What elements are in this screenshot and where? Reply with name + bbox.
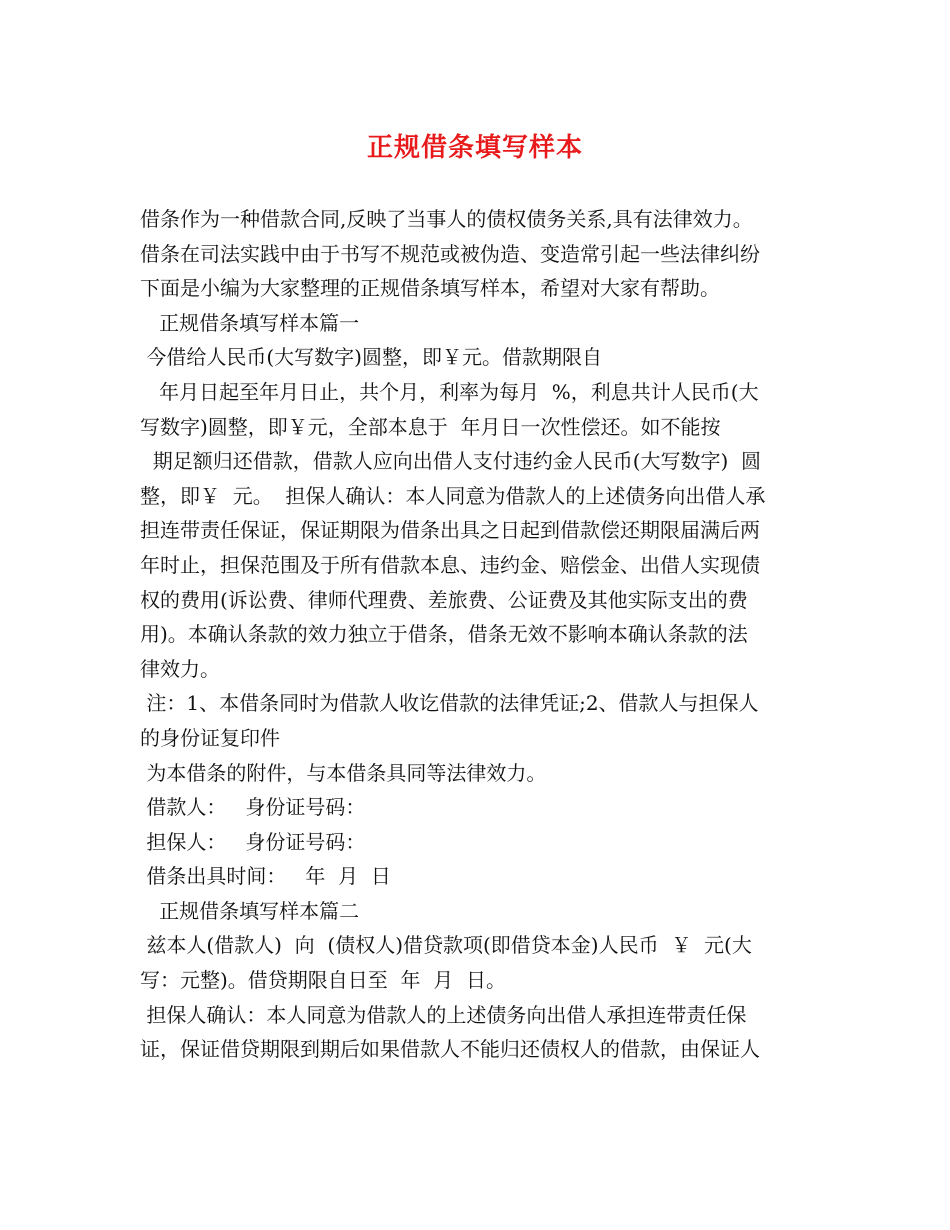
text-line: 写数字)圆整，即￥元，全部本息于 年月日一次性偿还。如不能按 (140, 414, 721, 439)
text-line: 担保人确认：本人同意为借款人的上述债务向出借人承担连带责任保 (140, 1002, 747, 1027)
text-line: 权的费用(诉讼费、律师代理费、差旅费、公证费及其他实际支出的费 (140, 587, 748, 612)
text-line: 年时止，担保范围及于所有借款本息、违约金、赔偿金、出借人实现债 (140, 552, 760, 577)
text-line: 证，保证借贷期限到期后如果借款人不能归还债权人的借款，由保证人 (140, 1037, 760, 1062)
text-line: 正规借条填写样本篇一 (140, 310, 360, 335)
text-line: 正规借条填写样本篇二 (140, 898, 360, 923)
text-line: 借条作为一种借款合同,反映了当事人的债权债务关系,具有法律效力。 (140, 207, 753, 231)
text-line: 今借给人民币(大写数字)圆整，即￥元。借款期限自 (140, 345, 602, 370)
document-title: 正规借条填写样本 (366, 133, 583, 163)
text-line: 借条在司法实践中由于书写不规范或被伪造、变造常引起一些法律纠纷 (140, 241, 760, 266)
text-line: 年月日起至年月日止，共个月，利率为每月 %，利息共计人民币(大 (140, 379, 759, 404)
text-line: 注：1、本借条同时为借款人收讫借款的法律凭证;2、借款人与担保人 (140, 691, 759, 716)
text-line: 下面是小编为大家整理的正规借条填写样本，希望对大家有帮助。 (140, 276, 720, 301)
text-line: 期足额归还借款，借款人应向出借人支付违约金人民币(大写数字) 圆 (140, 449, 762, 474)
text-line: 整，即￥ 元。 担保人确认：本人同意为借款人的上述债务向出借人承 (140, 483, 766, 508)
text-line: 担连带责任保证，保证期限为借条出具之日起到借款偿还期限届满后两 (140, 518, 760, 543)
text-line: 写：元整)。借贷期限自日至 年 月 日。 (140, 968, 506, 993)
text-line: 的身份证复印件 (140, 725, 280, 750)
text-line: 借条出具时间： 年 月 日 (140, 864, 391, 889)
text-line: 为本借条的附件，与本借条具同等法律效力。 (140, 760, 547, 785)
text-line: 担保人： 身份证号码： (140, 829, 366, 854)
text-line: 兹本人(借款人) 向 (债权人)借贷款项(即借贷本金)人民币 ￥ 元(大 (140, 933, 752, 958)
text-line: 用)。本确认条款的效力独立于借条，借条无效不影响本确认条款的法 (140, 622, 748, 647)
text-line: 律效力。 (140, 656, 220, 681)
text-line: 借款人： 身份证号码： (140, 795, 366, 820)
document-body (140, 202, 820, 1067)
